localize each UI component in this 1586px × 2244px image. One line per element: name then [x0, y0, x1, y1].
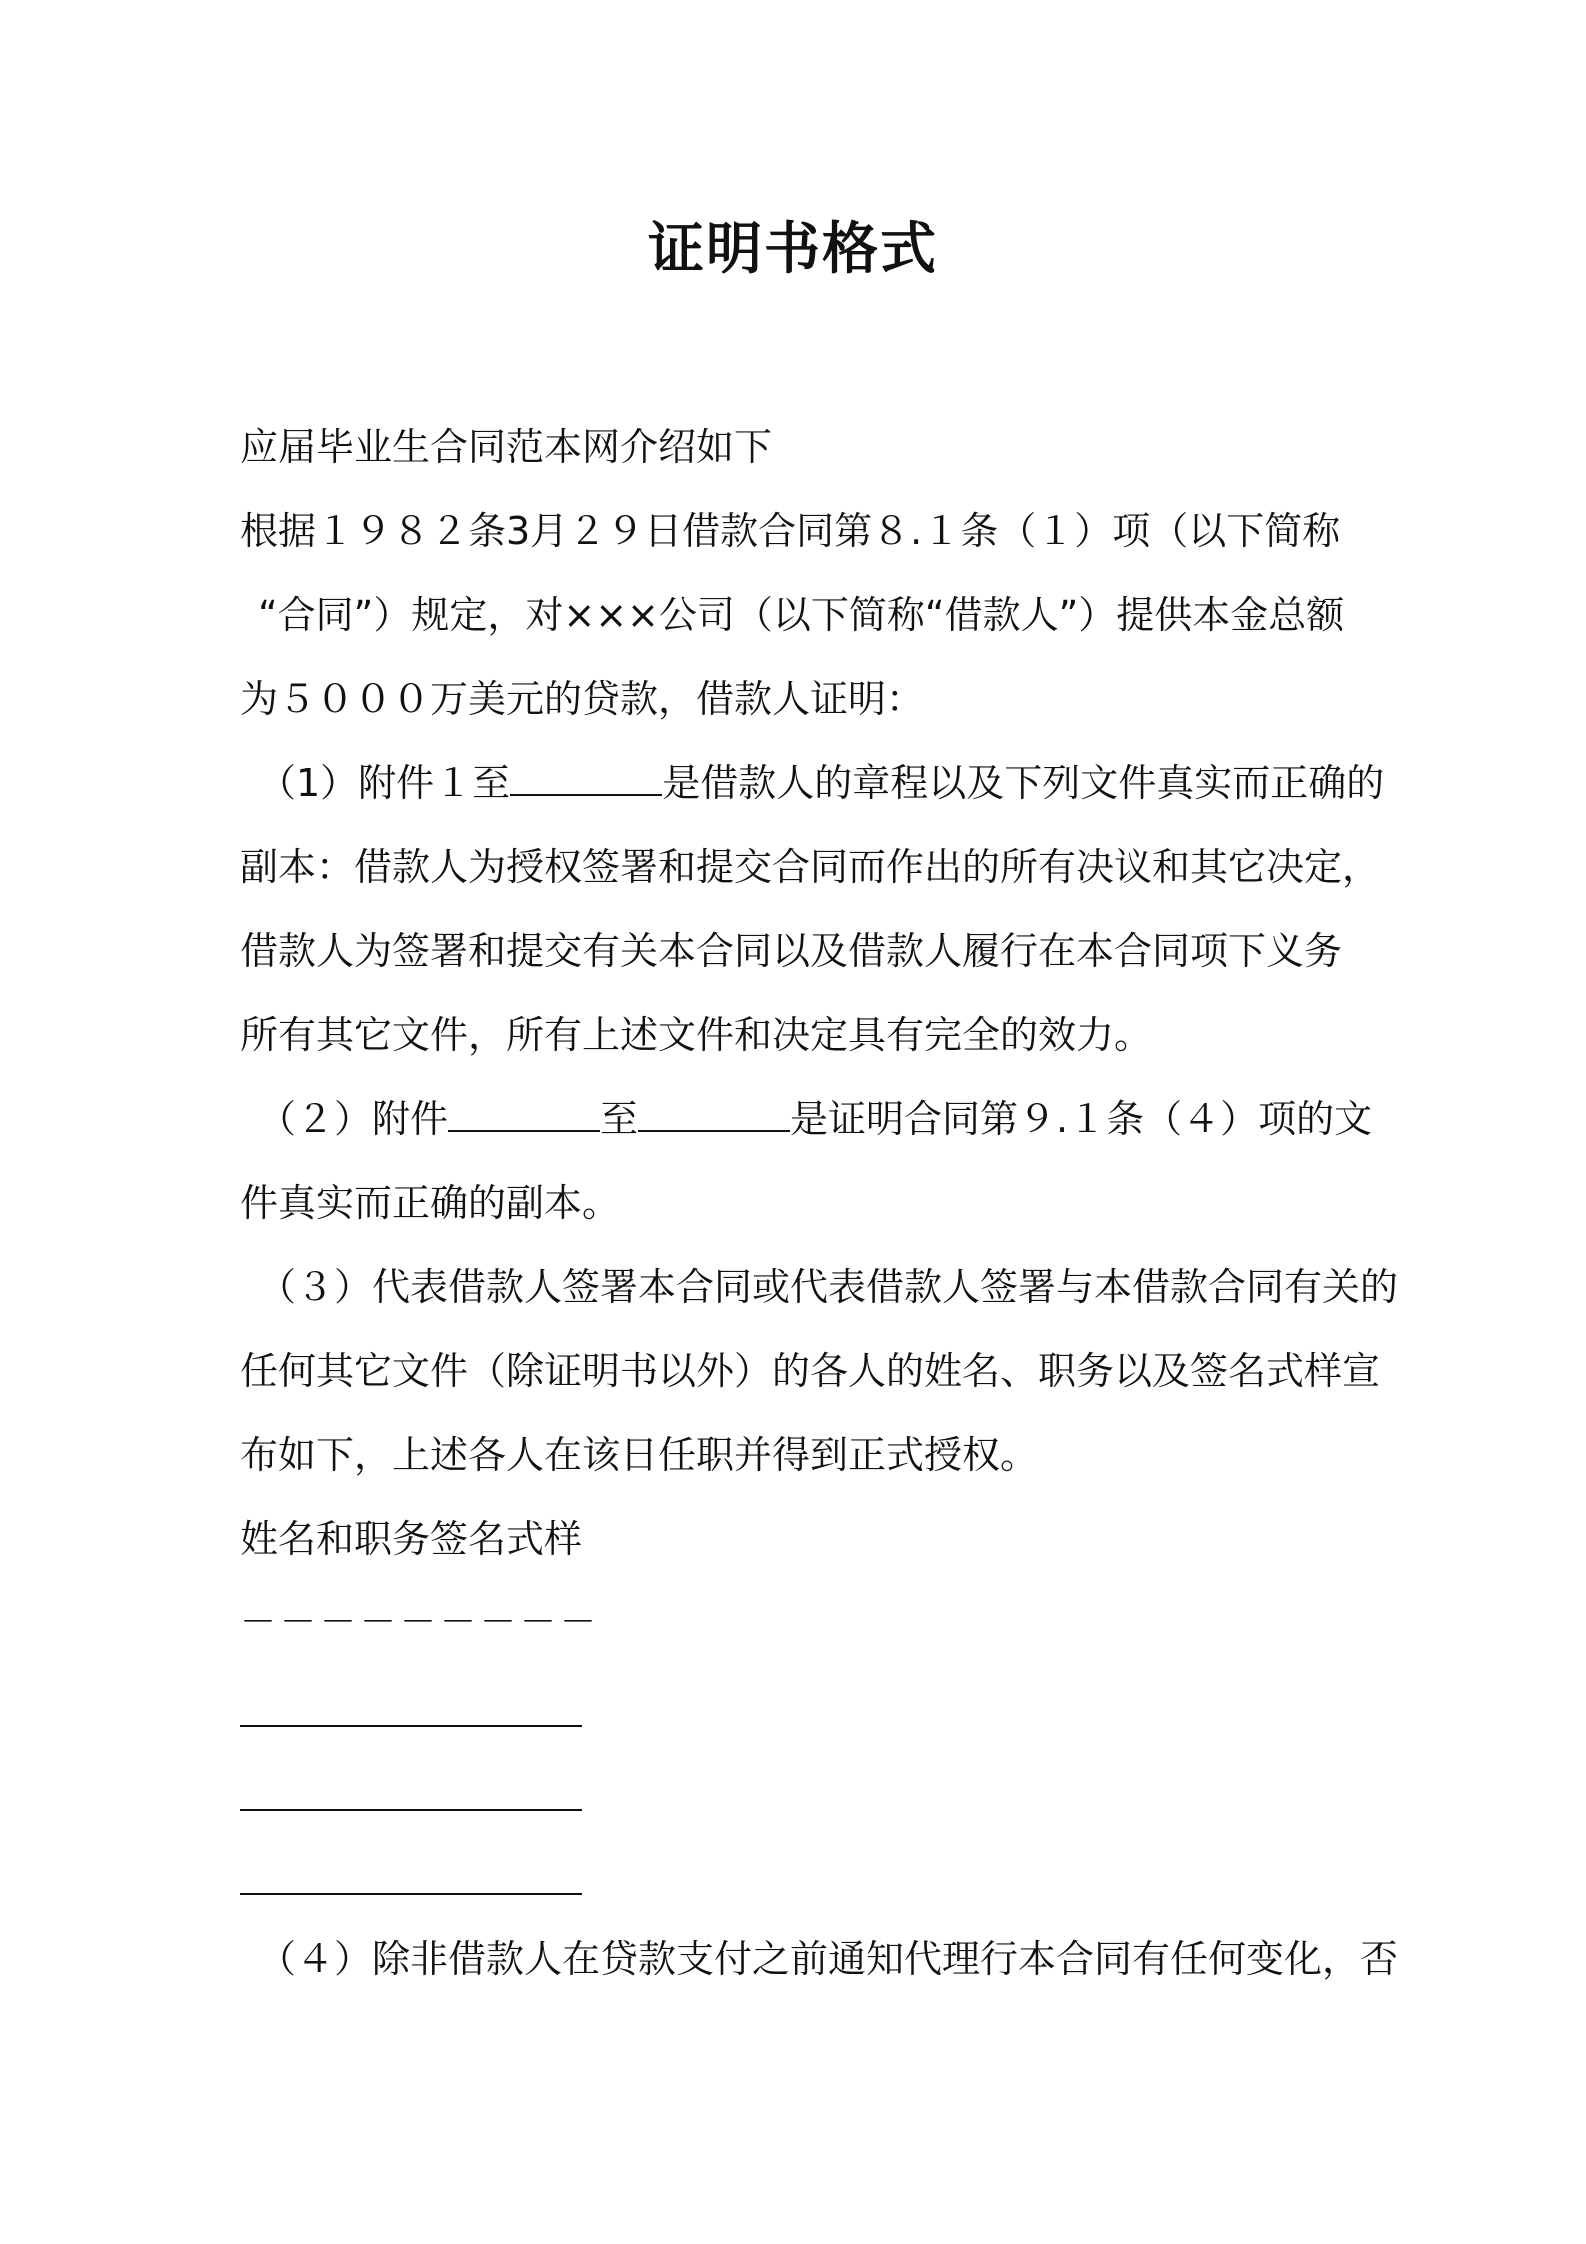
item-2-part-a: （２）附件: [258, 1097, 449, 1141]
item-1-line-2: 副本：借款人为授权签署和提交合同而作出的所有决议和其它决定，: [240, 845, 1381, 889]
name-signature-label: 姓名和职务签名式样: [240, 1517, 583, 1561]
paragraph-1-line-1: 根据１９８２条3月２９日借款合同第８.１条（１）项（以下简称: [240, 509, 1341, 553]
item-1-line-3: 借款人为签署和提交有关本合同以及借款人履行在本合同项下义务: [240, 929, 1343, 973]
item-1-line-4: 所有其它文件，所有上述文件和决定具有完全的效力。: [240, 1013, 1153, 1057]
item-1-suffix: 是借款人的章程以及下列文件真实而正确的: [662, 761, 1385, 805]
item-2-line-1: [240, 1077, 1373, 1161]
signature-line: [240, 1665, 1360, 1749]
item-4-line-1: （４）除非借款人在贷款支付之前通知代理行本合同有任何变化，否: [258, 1937, 1399, 1981]
item-3-line-3: 布如下，上述各人在该日任职并得到正式授权。: [240, 1433, 1039, 1477]
document-body: [240, 405, 1399, 2001]
signature-line: [240, 1749, 1360, 1833]
blank-field: [510, 764, 662, 796]
item-2-line-2: 件真实而正确的副本。: [240, 1181, 621, 1225]
item-2-part-b: 至: [600, 1097, 639, 1141]
paragraph-1-line-2: “合同”）规定，对×××公司（以下简称“借款人”）提供本金总额: [258, 593, 1345, 637]
paragraph-1-line-3: 为５０００万美元的贷款，借款人证明：: [240, 677, 925, 721]
item-2-part-c: 是证明合同第９.１条（４）项的文: [790, 1097, 1373, 1141]
item-3-line-1: （３）代表借款人签署本合同或代表借款人签署与本借款合同有关的: [258, 1265, 1399, 1309]
signature-line: [240, 1833, 1360, 1917]
item-1-prefix: （1）附件１至: [258, 761, 511, 805]
blank-field: [638, 1100, 790, 1132]
item-3-line-2: 任何其它文件（除证明书以外）的各人的姓名、职务以及签名式样宣: [240, 1349, 1381, 1393]
blank-field: [448, 1100, 600, 1132]
item-1-line-1: [240, 741, 1385, 825]
dash-separator: －－－－－－－－－: [240, 1602, 601, 1643]
intro-line: 应届毕业生合同范本网介绍如下: [240, 425, 773, 469]
document-title: 证明书格式: [648, 217, 938, 282]
